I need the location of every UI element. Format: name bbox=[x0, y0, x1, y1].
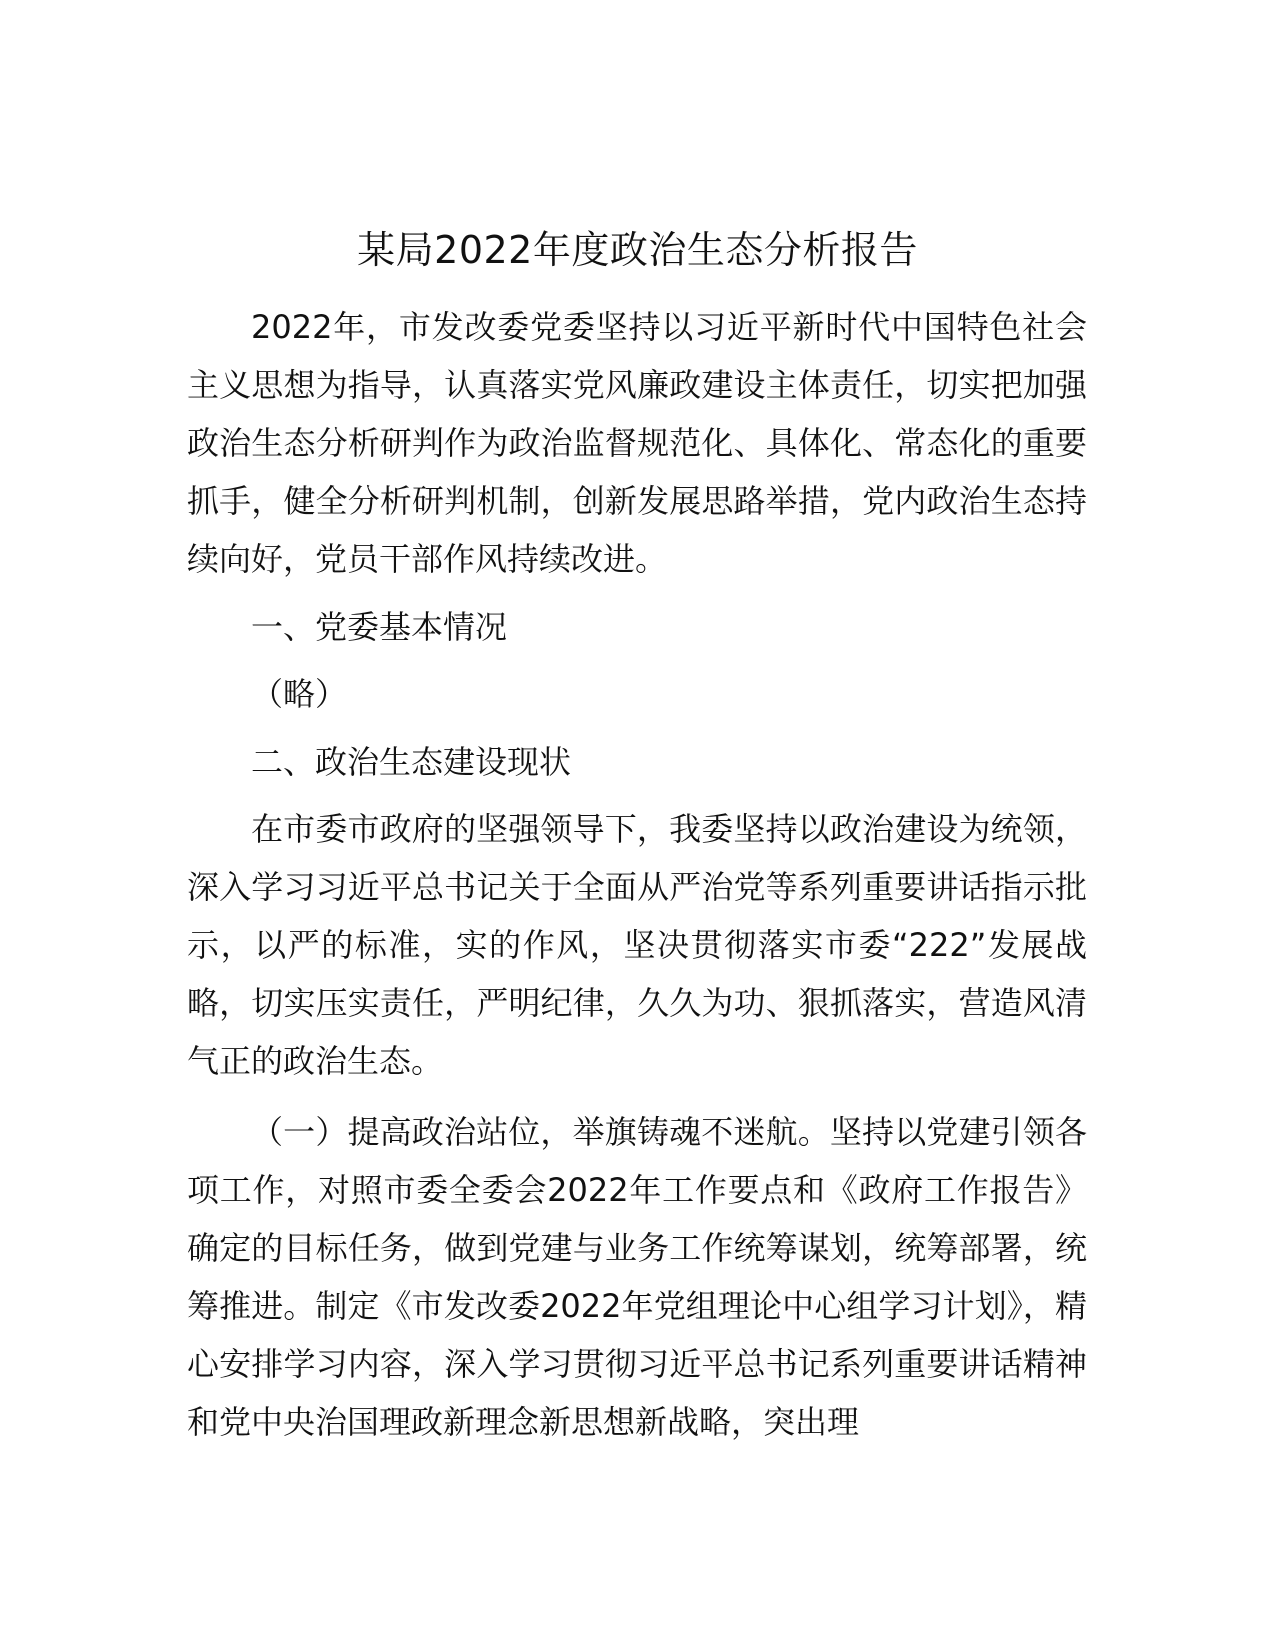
status-paragraph: 在市委市政府的坚强领导下，我委坚持以政治建设为统领，深入学习习近平总书记关于全面从严治党等系列重要讲话指示批示，以严的标准，实的作风，坚决贯彻落实市委“222”发展战略，切实压实责任，严明纪律，久久为功、狠抓落实，营造风清气正的政治生态。 bbox=[187, 810, 1087, 1080]
document-title: 某局2022年度政治生态分析报告 bbox=[357, 228, 918, 272]
section-heading-political-ecology: 二、政治生态建设现状 bbox=[251, 743, 572, 781]
section-heading-party-committee: 一、党委基本情况 bbox=[251, 608, 508, 646]
omitted-note: （略） bbox=[251, 675, 348, 713]
intro-paragraph: 2022年，市发改委党委坚持以习近平新时代中国特色社会主义思想为指导，认真落实党风廉政建设主体责任，切实把加强政治生态分析研判作为政治监督规范化、具体化、常态化的重要抓手，健全分析研判机制，创新发展思路举措，党内政治生态持续向好，党员干部作风持续改进。 bbox=[187, 308, 1087, 578]
subsection-paragraph-1: （一）提高政治站位，举旗铸魂不迷航。坚持以党建引领各项工作，对照市委全委会2022年工作要点和《政府工作报告》确定的目标任务，做到党建与业务工作统筹谋划，统筹部署，统筹推进。制定《市发改委2022年党组理论中心组学习计划》，精心安排学习内容，深入学习贯彻习近平总书记系列重要讲话精神和党中央治国理政新理念新思想新战略，突出理 bbox=[187, 1113, 1087, 1441]
